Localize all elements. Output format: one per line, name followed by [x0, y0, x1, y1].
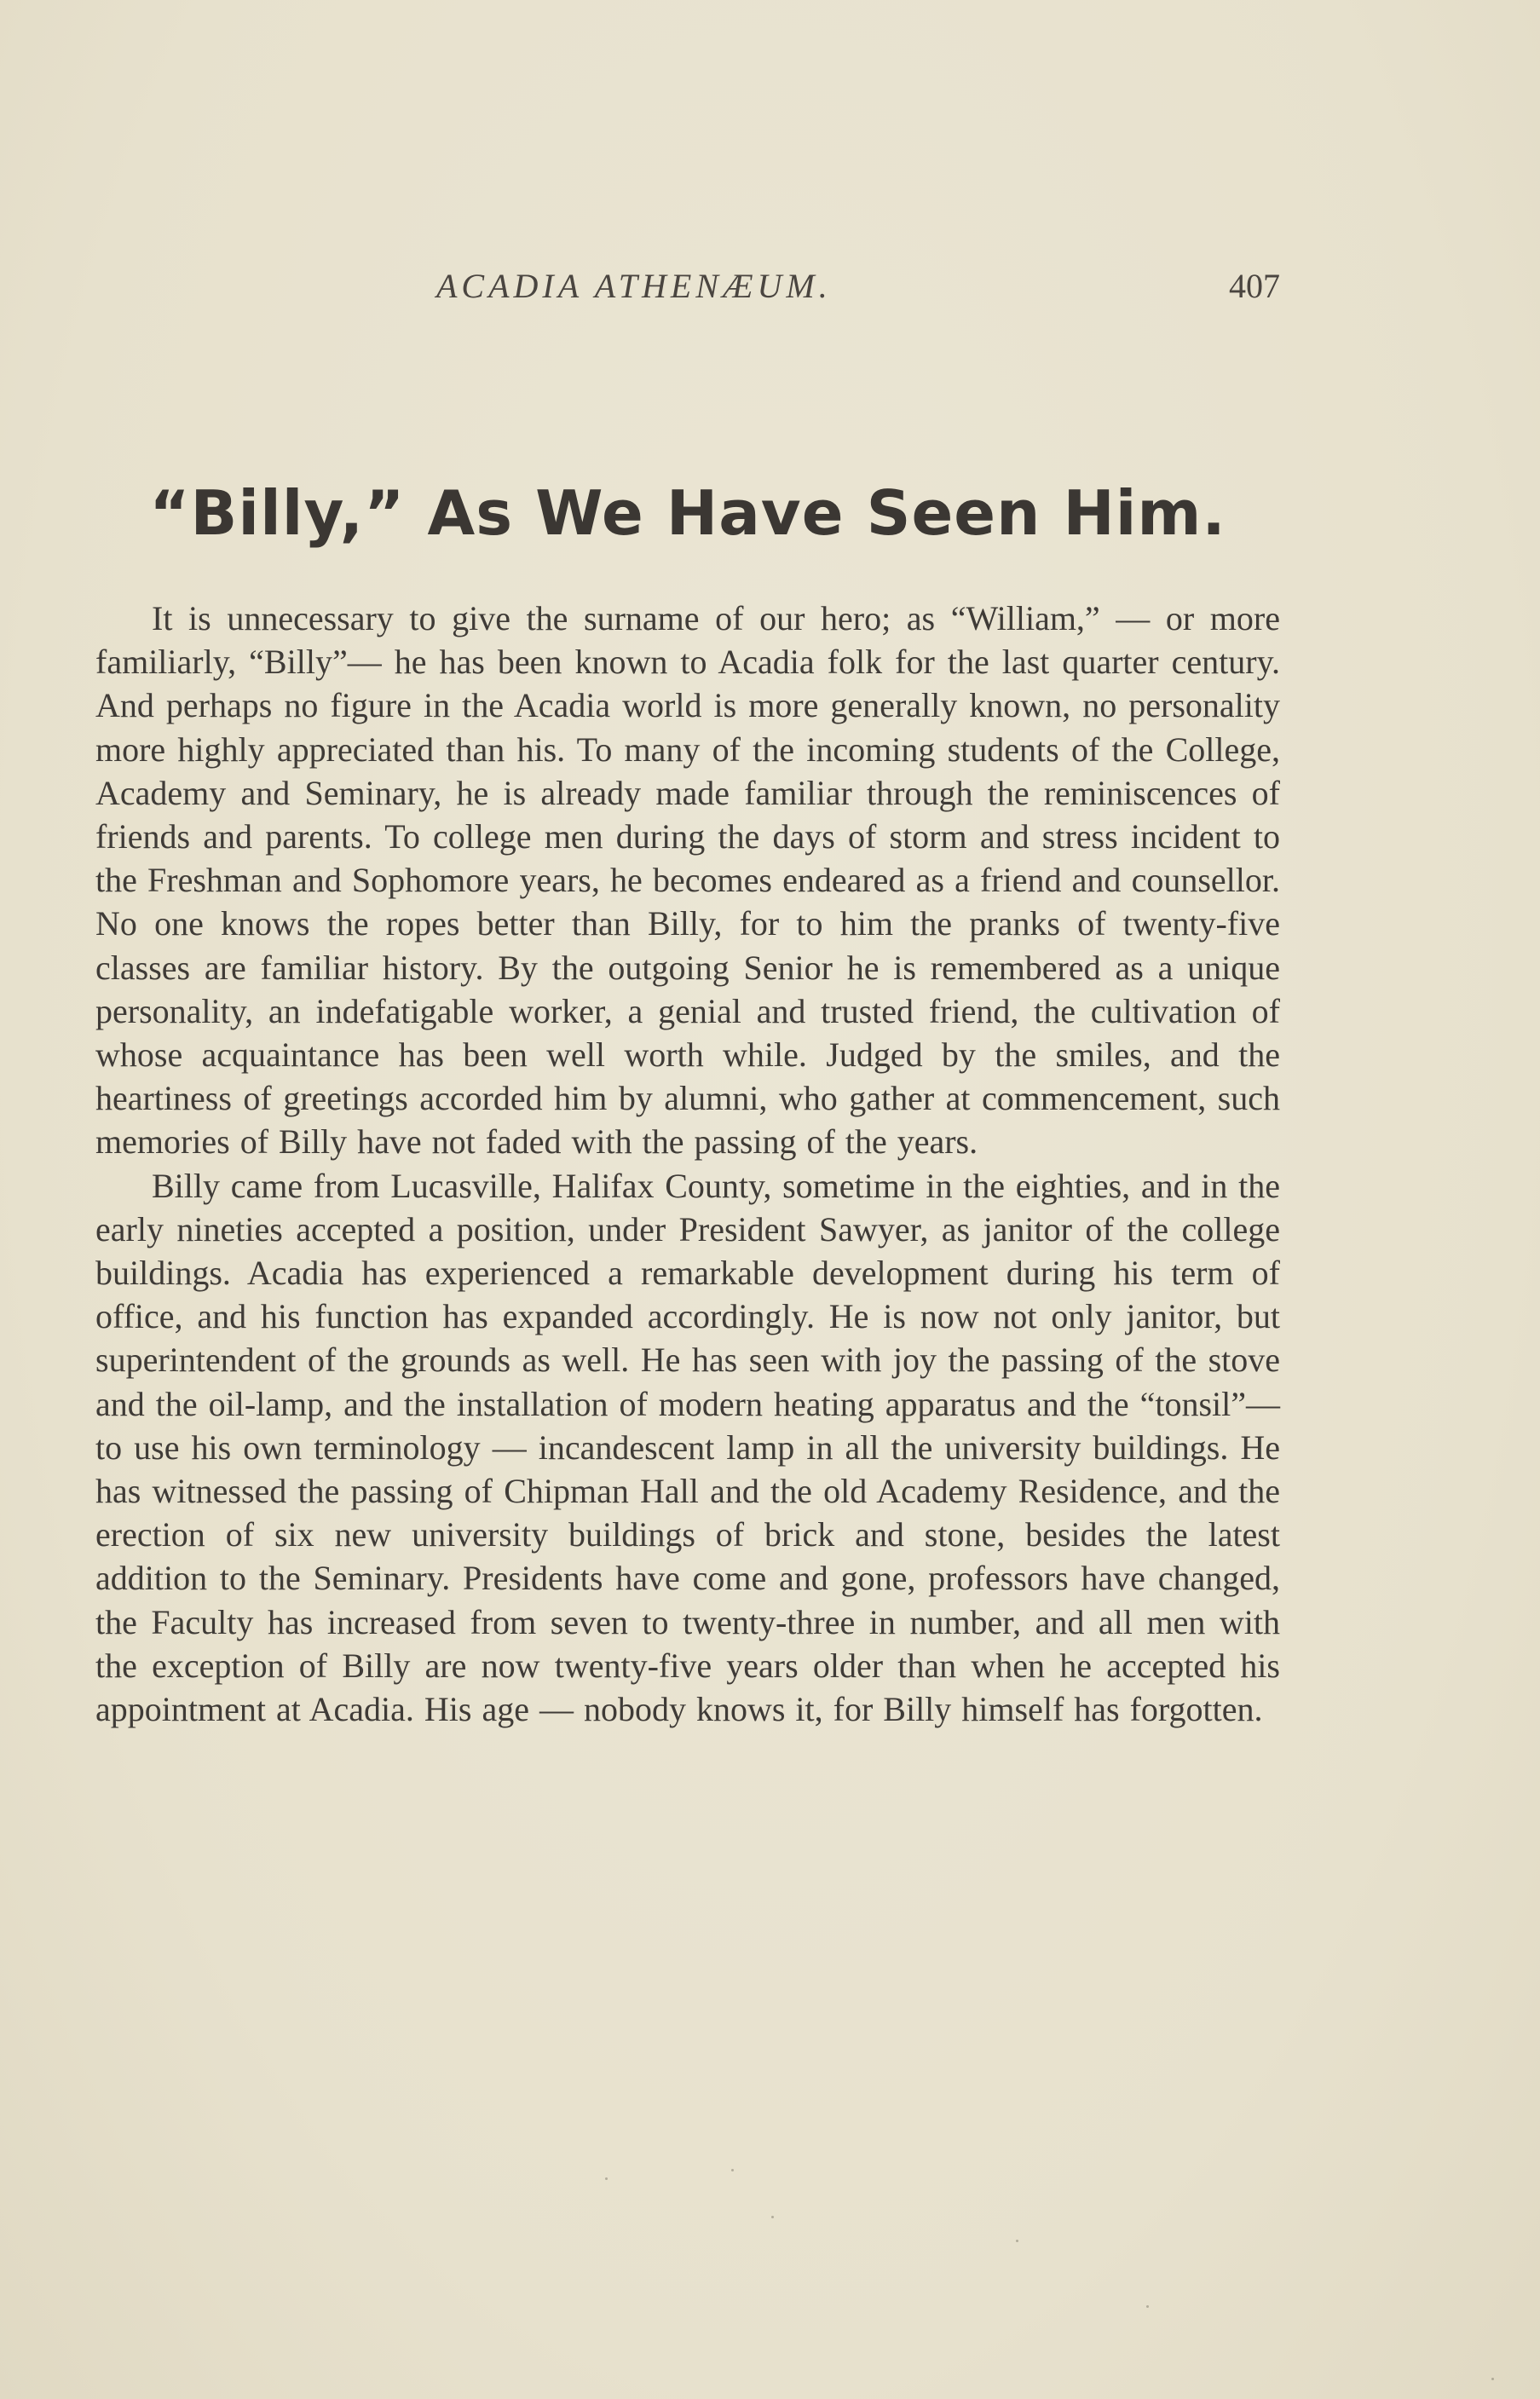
paper-speck — [605, 2177, 608, 2180]
running-head — [95, 266, 1280, 317]
article-body — [95, 597, 1280, 1731]
paragraph-2: Billy came from Lucasville, Halifax County, sometime in the eighties, and in the early nineties accepted a position, under President Sawyer, as janitor of the college buildings. Acadia has experienced a remarkable development during his term of office, and his function has expanded accordingly. He is now not only janitor, but superintendent of the grounds as well. He has seen with joy the passing of the stove and the oil-lamp, and the installation of modern heating apparatus and the “tonsil”— to use his own terminology — incandescent lamp in all the university buildings. He has witnessed the passing of Chipman Hall and the old Academy Residence, and the erection of six new university buildings of brick and stone, besides the latest addition to the Seminary. Presidents have come and gone, professors have changed, the Faculty has increased from seven to twenty-three in number, and all men with the exception of Billy are now twenty-five years older than when he accepted his appointment at Acadia. His age — nobody knows it, for Billy himself has forgotten. — [95, 1166, 1280, 1729]
paragraph-1: It is unnecessary to give the surname of our hero; as “William,” — or more familiarly, “Billy”— he has been known to Acadia folk for the last quarter century. And perhaps no figure in the Acadia world is more generally known, no personality more highly appreciated than his. To many of the incoming students of the College, Academy and Seminary, he is already made familiar through the reminiscences of friends and parents. To college men during the days of storm and stress incident to the Freshman and Sophomore years, he becomes endeared as a friend and counsellor. No one knows the ropes better than Billy, for to him the pranks of twenty-five classes are familiar history. By the outgoing Senior he is remembered as a unique personality, an indefatigable worker, a genial and trusted friend, the cultivation of whose acquaintance has been well worth while. Judged by the smiles, and the heartiness of greetings accorded him by alumni, who gather at commencement, such memories of Billy have not faded with the passing of the years. — [95, 599, 1280, 1162]
running-title: ACADIA ATHENÆUM. — [436, 267, 832, 305]
paper-speck — [1016, 2240, 1018, 2242]
page-number: 407 — [1229, 267, 1280, 305]
paper-speck — [1146, 2305, 1149, 2308]
paper-speck — [771, 2216, 774, 2218]
paper-speck — [731, 2169, 734, 2171]
article-title: “Billy,” As We Have Seen Him. — [149, 477, 1226, 549]
paper-speck — [1491, 2378, 1494, 2380]
